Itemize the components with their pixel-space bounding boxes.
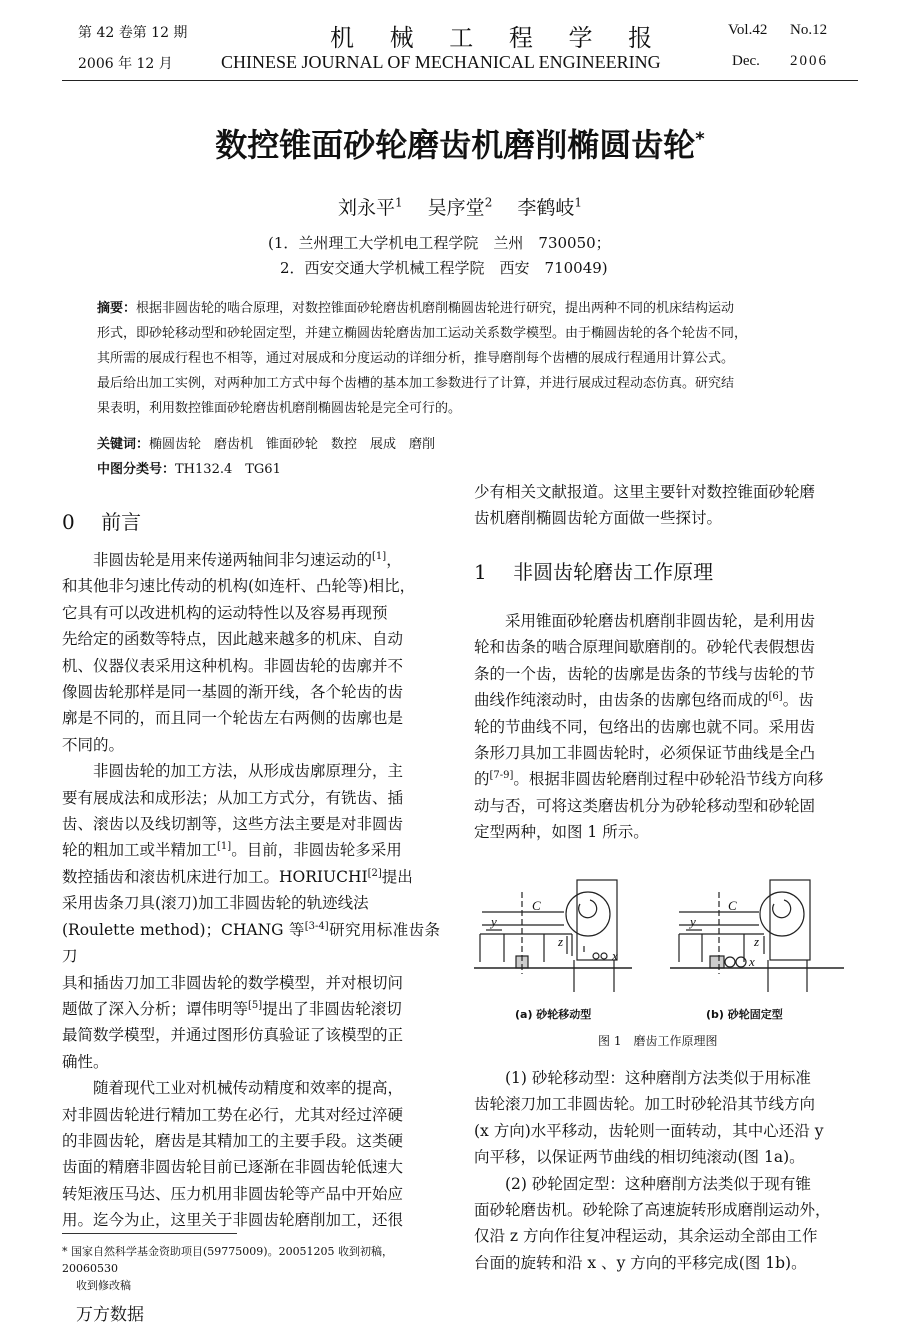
text-line: 仅沿 z 方向作往复冲程运动，其余运动全部由工作	[474, 1227, 818, 1246]
text-line: 定型两种，如图 1 所示。	[474, 823, 649, 842]
text-line: 要有展成法和成形法；从加工方式分，有铣齿、插	[62, 788, 404, 807]
text-line: 非圆齿轮的加工方法，从形成齿廓原理分，主	[93, 762, 404, 781]
text-line: 对非圆齿轮进行精加工势在必行，尤其对经过淬硬	[62, 1105, 404, 1124]
figure-1-diagram	[474, 862, 854, 1002]
header-vol-en: Vol.42	[728, 22, 768, 38]
figure-label-z-a: z	[558, 934, 564, 949]
header-no-en: No.12	[790, 22, 828, 38]
text-line: 题做了深入分析；谭伟明等[5]提出了非圆齿轮滚切	[62, 999, 402, 1018]
text-line: 不同的。	[62, 735, 125, 754]
text-line: (x 方向)水平移动，齿轮则一面转动，其中心还沿 y	[474, 1121, 824, 1140]
text-line: 齿、滚齿以及线切割等，这些方法主要是对非圆齿	[62, 815, 404, 834]
citation: [3-4]	[304, 920, 329, 932]
text-line: 非圆齿轮是用来传递两轴间非匀速运动的[1]，	[93, 550, 402, 569]
text-line: 采用齿条刀具(滚刀)加工非圆齿轮的轨迹线法	[62, 894, 369, 913]
footnote-rule	[62, 1233, 237, 1234]
affiliation-1: (1．兰州理工大学机电工程学院 兰州 730050；	[268, 234, 611, 252]
citation: [2]	[367, 867, 382, 879]
text-line: 采用锥面砂轮磨齿机磨削非圆齿轮，是利用齿	[505, 612, 816, 630]
text-line: 数控插齿和滚齿机床进行加工。HORIUCHI[2]提出	[62, 867, 413, 886]
citation: [1]	[372, 550, 387, 562]
figure-label-x-b: x	[749, 954, 755, 969]
text-line: 向平移，以保证两节曲线的相切纯滚动(图 1a)。	[474, 1148, 805, 1167]
text-line: 像圆齿轮那样是同一基圆的渐开线，各个轮齿的齿	[62, 683, 404, 702]
figure-label-y-a: y	[491, 914, 497, 929]
text-line: 转矩液压马达、压力机用非圆齿轮等产品中开始应	[62, 1184, 404, 1203]
text-line: (Roulette method)；CHANG 等[3-4]研究用标准齿条刀	[62, 920, 440, 966]
text-line: 的[7-9]。根据非圆齿轮磨削过程中砂轮沿节线方向移	[474, 770, 824, 789]
footnote: * 国家自然科学基金资助项目(59775009)。20051205 收到初稿，20060530 收到修改稿	[62, 1245, 394, 1292]
text-line: 确性。	[62, 1052, 109, 1071]
left-column	[62, 547, 440, 1234]
citation: [6]	[768, 691, 783, 703]
text-line: 随着现代工业对机械传动精度和效率的提高，	[93, 1079, 404, 1098]
citation: [7-9]	[489, 770, 514, 782]
text-line: 面砂轮磨齿机。砂轮除了高速旋转形成磨削运动外，	[474, 1201, 831, 1220]
citation: [1]	[217, 841, 232, 853]
authors: 刘永平$^1$ 吴序堂$^2$ 李鹤岐$^1$	[337, 195, 583, 219]
text-line: (2) 砂轮固定型：这种磨削方法类似于现有锥	[505, 1174, 811, 1193]
figure-label-z-b: z	[754, 934, 760, 949]
text-line: 条的一个齿，齿轮的齿廓是齿条的节线与齿轮的节	[474, 664, 816, 683]
citation: [5]	[248, 999, 263, 1011]
text-line: 具和插齿刀加工非圆齿轮的数学模型，并对根切问	[62, 973, 404, 992]
header-date-cn: 2006 年 12 月	[78, 56, 173, 72]
abstract: 摘要：根据非圆齿轮的啮合原理，对数控锥面砂轮磨齿机磨削椭圆齿轮进行研究，提出两种不同的机床结构运动 形式，即砂轮移动型和砂轮固定型，并建立椭圆齿轮磨齿加工运动关系数学模型。由于椭圆齿轮的各个轮齿不同， 其所需的展成行程也不相等，通过对展成和分度运动的详细分析，推导磨削每个齿槽的展成行程通用计算公式。 最后给出加工实例，对两种加工方式中每个齿槽的基本加工参数进行了计算，并进行展成过程动态仿真。研究结 果表明，利用数控锥面砂轮磨齿机磨削椭圆齿轮是完全可行的。	[97, 301, 748, 416]
header-month-en: Dec.	[732, 53, 760, 69]
text-line: 廓是不同的，而且同一个轮齿左右两侧的齿廓也是	[62, 709, 404, 728]
right-column-bottom	[474, 1065, 852, 1276]
paper-title: 数控锥面砂轮磨齿机磨削椭圆齿轮*	[215, 126, 705, 164]
figure-subcaption-b: (b) 砂轮固定型	[706, 1008, 783, 1021]
journal-title-en: CHINESE JOURNAL OF MECHANICAL ENGINEERING	[221, 52, 661, 72]
text-line: 最简数学模型，并通过图形仿真验证了该模型的正	[62, 1026, 404, 1045]
figure-subcaption-a: (a) 砂轮移动型	[515, 1008, 592, 1021]
text-line: 先给定的函数等特点，因此越来越多的机床、自动	[62, 630, 404, 649]
figure-1	[474, 862, 854, 1002]
text-line: (1) 砂轮移动型：这种磨削方法类似于用标准	[505, 1069, 811, 1087]
text-line: 它具有可以改进机构的运动特性以及容易再现预	[62, 603, 388, 622]
section-heading-1: 1 非圆齿轮磨齿工作原理	[474, 560, 714, 584]
text-line: 轮的节曲线不同，包络出的齿廓也就不同。采用齿	[474, 717, 816, 736]
figure-caption: 图 1 磨齿工作原理图	[598, 1034, 718, 1048]
text-line: 曲线作纯滚动时，由齿条的齿廓包络而成的[6]。齿	[474, 691, 814, 710]
section-heading-0: 0 前言	[62, 510, 142, 534]
figure-label-c-b: C	[728, 898, 737, 913]
journal-title-cn: 机 械 工 程 学 报	[330, 24, 667, 52]
text-line: 轮和齿条的啮合原理间歇磨削的。砂轮代表假想齿	[474, 638, 816, 657]
right-column-top: 少有相关文献报道。这里主要针对数控锥面砂轮磨 齿机磨削椭圆齿轮方面做一些探讨。	[474, 483, 816, 528]
text-line: 和其他非匀速比传动的机构(如连杆、凸轮等)相比，	[62, 577, 416, 596]
text-line: 齿轮滚刀加工非圆齿轮。加工时砂轮沿其节线方向	[474, 1095, 816, 1114]
affiliation-2: 2．西安交通大学机械工程学院 西安 710049)	[280, 259, 608, 277]
text-line: 轮的粗加工或半精加工[1]。目前，非圆齿轮多采用	[62, 841, 402, 860]
right-column-section1	[474, 608, 852, 846]
clc-number: 中图分类号：TH132.4 TG61	[97, 462, 281, 477]
header-volume-cn: 第 42 卷第 12 期	[78, 25, 188, 41]
watermark-text: 万方数据	[76, 1305, 144, 1325]
figure-label-c-a: C	[532, 898, 541, 913]
header-year-en: 2006	[790, 53, 828, 69]
text-line: 的非圆齿轮，磨齿是其精加工的主要手段。这类硬	[62, 1131, 404, 1150]
text-line: 动与否，可将这类磨齿机分为砂轮移动型和砂轮固	[474, 796, 816, 815]
author-2: 吴序堂	[427, 197, 485, 219]
text-line: 用。迄今为止，这里关于非圆齿轮磨削加工，还很	[62, 1211, 404, 1230]
figure-label-x-a: x	[612, 948, 618, 963]
author-1: 刘永平	[337, 197, 395, 219]
figure-label-y-b: y	[690, 914, 696, 929]
author-3: 李鹤岐	[517, 197, 575, 219]
text-line: 齿面的精磨非圆齿轮目前已逐渐在非圆齿轮低速大	[62, 1158, 404, 1177]
header-rule	[62, 80, 858, 81]
text-line: 条形刀具加工非圆齿轮时，必须保证节曲线是全凸	[474, 744, 816, 763]
keywords: 关键词：椭圆齿轮 磨齿机 锥面砂轮 数控 展成 磨削	[97, 437, 436, 452]
text-line: 机、仪器仪表采用这种机构。非圆齿轮的齿廓并不	[62, 656, 404, 675]
text-line: 台面的旋转和沿 x 、y 方向的平移完成(图 1b)。	[474, 1253, 807, 1272]
